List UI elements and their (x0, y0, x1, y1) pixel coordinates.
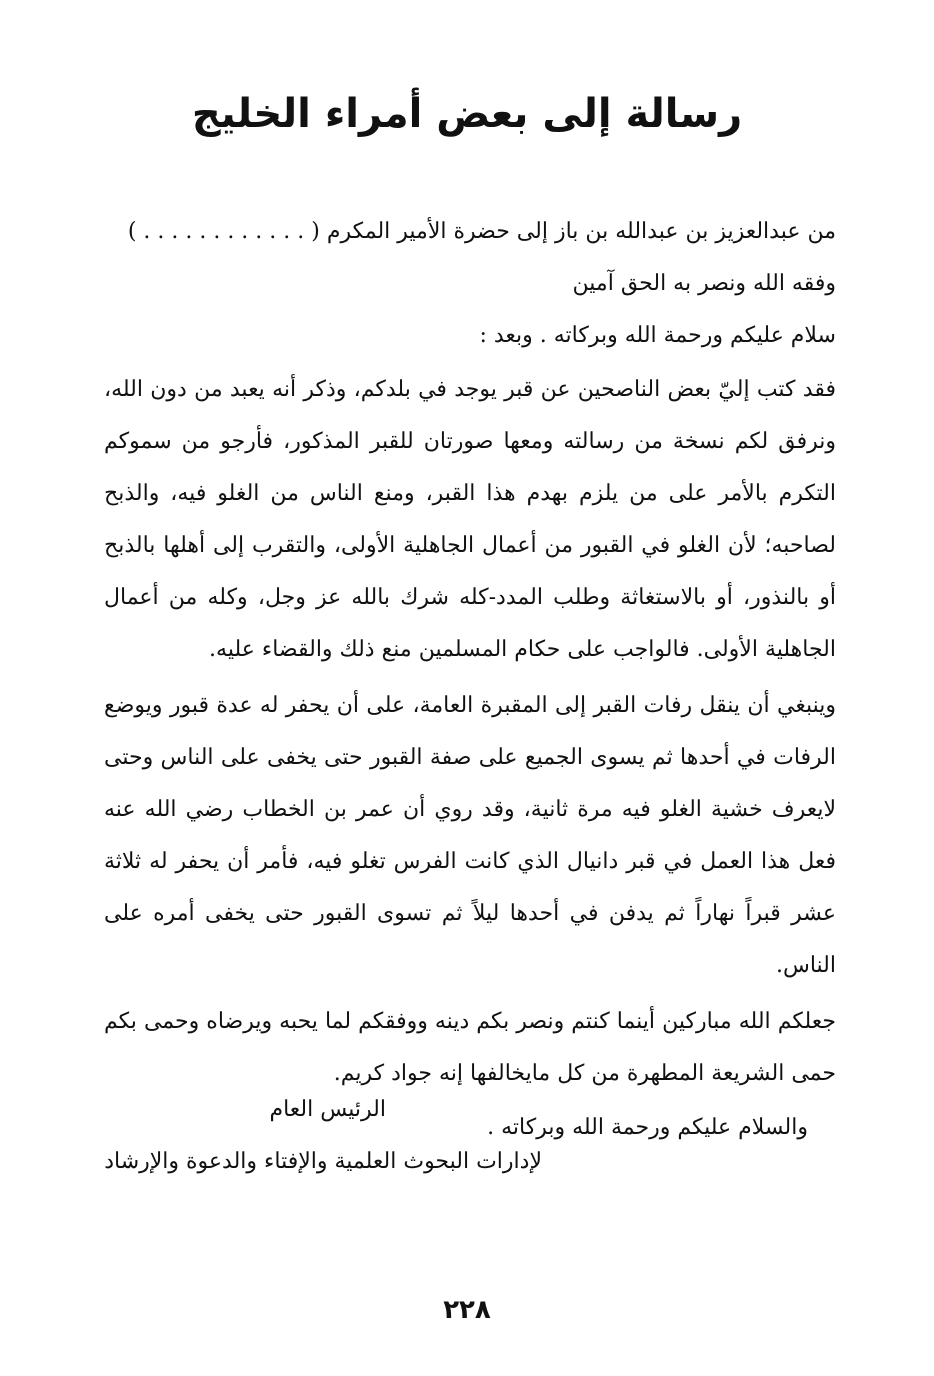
signature-block (104, 1084, 836, 1188)
paragraph-relocation: وينبغي أن ينقل رفات القبر إلى المقبرة العامة، على أن يحفر له عدة قبور ويوضع الرفات في أحدها ثم يسوى الجميع على صفة القبور حتى يخفى على الناس وحتى لايعرف خشية الغلو فيه مرة ثانية، وقد روي أن عمر بن الخطاب رضي الله عنه فعل هذا العمل في قبر دانيال الذي كانت الفرس تغلو فيه، فأمر أن يحفر له ثلاثة عشر قبراً نهاراً ثم يدفن في أحدها ليلاً ثم تسوى القبور حتى يخفى أمره على الناس. (104, 693, 836, 978)
paragraph-grave-report: فقد كتب إليّ بعض الناصحين عن قبر يوجد في بلدكم، وذكر أنه يعبد من دون الله، ونرفق لكم نسخة من رسالته ومعها صورتان للقبر المذكور، فأرجو من سموكم التكرم بالأمر على من يلزم بهدم هذا القبر، ومنع الناس من الغلو فيه، والذبح لصاحبه؛ لأن الغلو في القبور من أعمال الجاهلية الأولى، والتقرب إلى أهلها بالذبح أو بالنذور، أو بالاستغاثة وطلب المدد-كله شرك بالله عز وجل، وكله من أعمال الجاهلية الأولى. فالواجب على حكام المسلمين منع ذلك والقضاء عليه. (104, 377, 836, 662)
opening-line-blessing: وفقه الله ونصر به الحق آمين (572, 271, 836, 296)
opening-line-sender: من عبدالعزيز بن عبدالله بن باز إلى حضرة الأمير المكرم ( . . . . . . . . . . . . ) (127, 219, 836, 244)
page-number: ٢٢٨ (443, 1295, 491, 1325)
page-title: رسالة إلى بعض أمراء الخليج (191, 91, 743, 137)
signature-title: الرئيس العام (269, 1097, 386, 1122)
closing-salutation: والسلام عليكم ورحمة الله وبركاته . (487, 1115, 808, 1140)
paragraph-prayer: جعلكم الله مباركين أينما كنتم ونصر بكم دينه ووفقكم لما يحبه ويرضاه وحمى بكم حمى الشريعة المطهرة من كل مايخالفها إنه جواد كريم. (104, 1009, 836, 1086)
opening-line-greeting: سلام عليكم ورحمة الله وبركاته . وبعد : (479, 323, 836, 348)
signature-organization: لإدارات البحوث العلمية والإفتاء والدعوة والإرشاد (104, 1149, 542, 1174)
letter-body (104, 206, 836, 1154)
